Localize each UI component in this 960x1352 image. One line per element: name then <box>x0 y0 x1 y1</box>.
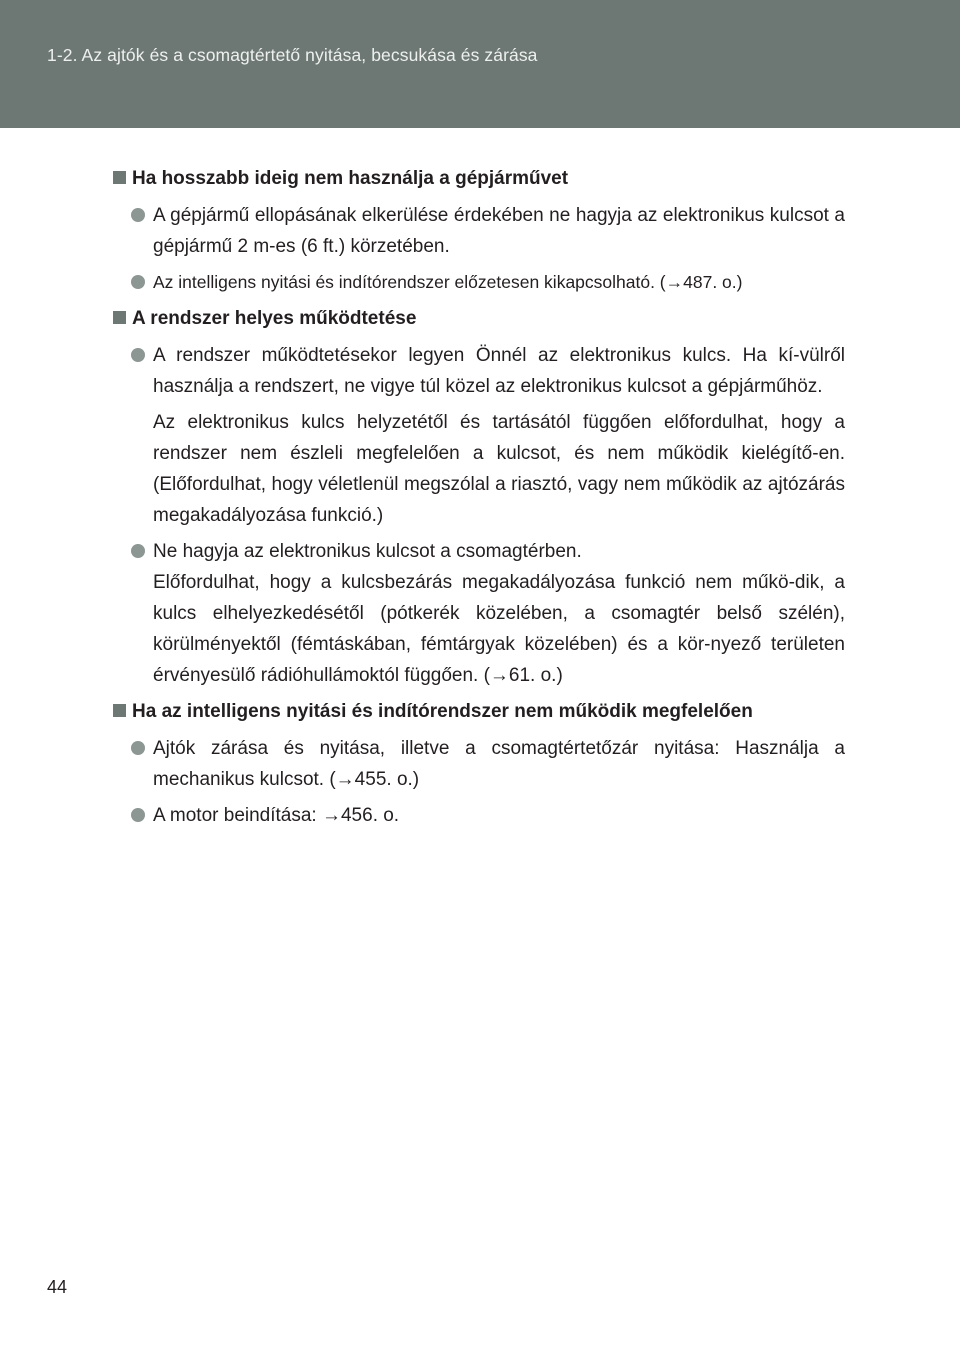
section-heading: A rendszer helyes működtetése <box>113 303 845 334</box>
round-bullet-icon <box>131 544 145 558</box>
paragraph: Az elektronikus kulcs helyzetétől és tartásától függően előfordulhat, hogy a rendszer nem észleli megfelelően a kulcsot, és nem működik kielégítő-en. (Előfordulhat, hogy véletlenül megszólal a riasztó, vagy nem működik az ajtózárás megakadályozása funkció.) <box>153 412 845 526</box>
page-content <box>113 163 845 836</box>
list-item: A gépjármű ellopásának elkerülése érdekében ne hagyja az elektronikus kulcsot a gépjármű 2 m-es (6 ft.) körzetében. <box>113 200 845 262</box>
chapter-title: 1-2. Az ajtók és a csomagtértető nyitása, becsukása és zárása <box>47 45 538 65</box>
page-number: 44 <box>47 1277 68 1297</box>
square-bullet-icon <box>113 171 126 184</box>
round-bullet-icon <box>131 275 145 289</box>
round-bullet-icon <box>131 208 145 222</box>
section-heading: Ha hosszabb ideig nem használja a gépjárművet <box>113 163 845 194</box>
chapter-header-band <box>0 0 960 128</box>
list-item: Ne hagyja az elektronikus kulcsot a csomagtérben. Előfordulhat, hogy a kulcsbezárás megakadályozása funkció nem műkö-dik, a kulcs elhelyezkedésétől (pótkerék közelében, a csomagtér belső szélén), körülményektől (fémtáskában, fémtárgyak közelében) és a kör-nyező területen érvényesülő rádióhullámoktól függően. (→61. o.) <box>113 536 845 691</box>
list-item: A motor beindítása: →456. o. <box>113 800 845 831</box>
round-bullet-icon <box>131 741 145 755</box>
section-heading: Ha az intelligens nyitási és indítórendszer nem működik megfelelően <box>113 696 845 727</box>
square-bullet-icon <box>113 704 126 717</box>
list-item: Ajtók zárása és nyitása, illetve a csomagtértetőzár nyitása: Használja a mechanikus kulcsot. (→455. o.) <box>113 733 845 795</box>
list-item: Az intelligens nyitási és indítórendszer előzetesen kikapcsolható. (→487. o.) <box>113 267 845 298</box>
square-bullet-icon <box>113 311 126 324</box>
round-bullet-icon <box>131 348 145 362</box>
round-bullet-icon <box>131 808 145 822</box>
list-item: A rendszer működtetésekor legyen Önnél az elektronikus kulcs. Ha kí-vülről használja a rendszert, ne vigye túl közel az elektronikus kulcsot a gépjárműhöz. <box>113 340 845 402</box>
